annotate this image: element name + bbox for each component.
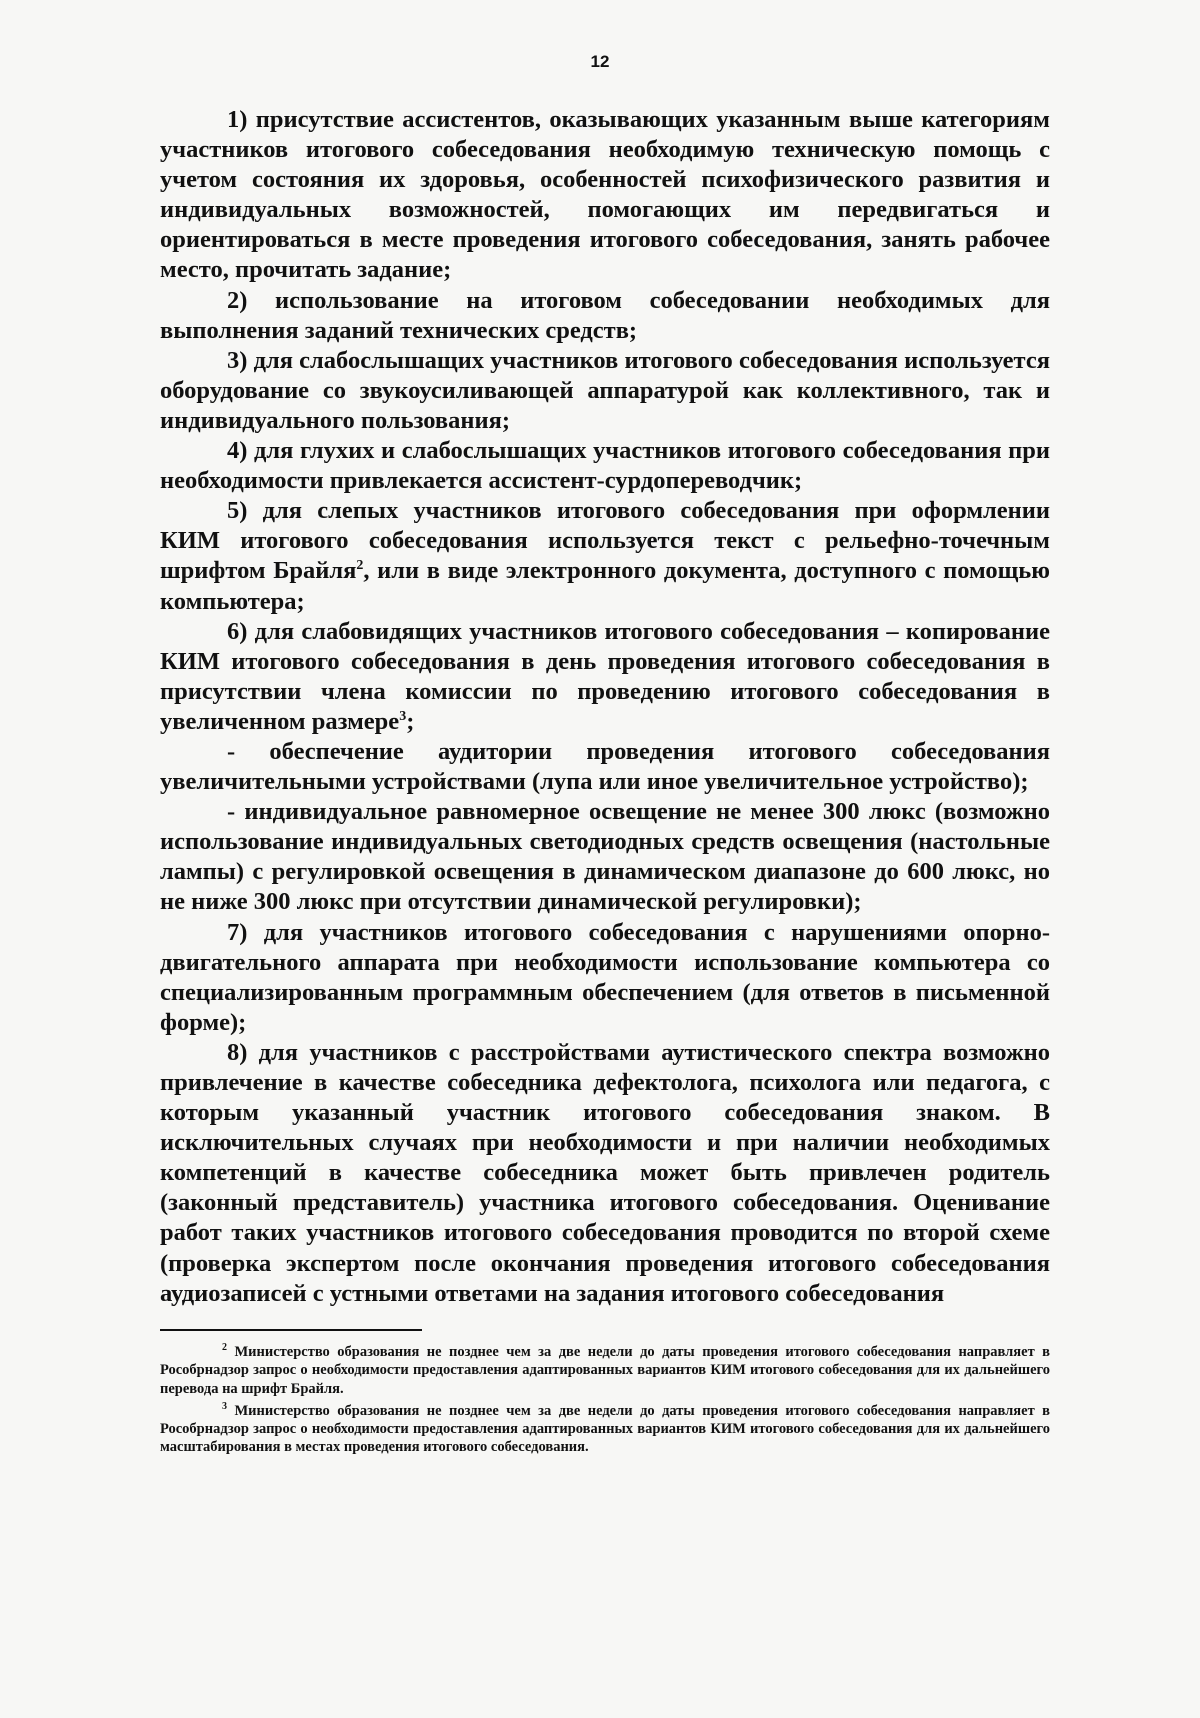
paragraph-item-6-text: 6) для слабовидящих участников итогового собеседования – копирование КИМ итогового собеседования в день проведения итогового собеседования в присутствии члена комиссии по проведению итогового собеседования в увеличенном размере — [160, 617, 1050, 735]
paragraph-item-4: 4) для глухих и слабослышащих участников итогового собеседования при необходимости привлекается ассистент-сурдопереводчик; — [160, 437, 1050, 495]
paragraph-bullet-magnifiers: - обеспечение аудитории проведения итогового собеседования увеличительными устройствами (лупа или иное увеличительное устройство); — [160, 737, 1050, 796]
footnote-2 — [160, 1343, 1050, 1398]
footnote-3-text: Министерство образования не позднее чем за две недели до даты проведения итогового собеседования направляет в Рособрнадзор запрос о необходимости предоставления адаптированных вариантов КИМ итогового собеседования для их дальнейшего масштабирования в местах проведения итогового собеседования. — [160, 1402, 1050, 1456]
main-text — [160, 105, 1050, 1309]
paragraph-item-1: 1) присутствие ассистентов, оказывающих указанным выше категориям участников итогового собеседования необходимую техническую помощь с учетом состояния их здоровья, особенностей психофизического развития и индивидуальных возможностей, помогающих им передвигаться и ориентироваться в месте проведения итогового собеседования, занять рабочее место, прочитать задание; — [160, 106, 1050, 284]
footnote-marker-2: 2 — [222, 1342, 227, 1354]
paragraph-item-7: 7) для участников итогового собеседования с нарушениями опорно-двигательного аппарата при необходимости использование компьютера со специализированным программным обеспечением (для ответов в письменной форме); — [160, 918, 1050, 1036]
footnote-divider — [160, 1329, 422, 1331]
footnote-3 — [160, 1402, 1050, 1457]
footnote-ref-2[interactable]: 2 — [356, 558, 364, 574]
paragraph-bullet-lighting: - индивидуальное равномерное освещение не менее 300 люкс (возможно использование индивидуальных светодиодных средств освещения (настольные лампы) с регулировкой освещения в динамическом диапазоне до 600 люкс, но не ниже 300 люкс при отсутствии динамической регулировки); — [160, 798, 1050, 916]
paragraph-item-6 — [160, 617, 1050, 737]
page-number: 12 — [590, 52, 610, 71]
paragraph-item-5 — [160, 496, 1050, 616]
paragraph-item-3: 3) для слабослышащих участников итогового собеседования используется оборудование со звукоусиливающей аппаратурой как коллективного, так и индивидуального пользования; — [160, 346, 1050, 434]
footnote-2-text: Министерство образования не позднее чем за две недели до даты проведения итогового собеседования направляет в Рособрнадзор запрос о необходимости предоставления адаптированных вариантов КИМ итогового собеседования для их дальнейшего перевода на шрифт Брайля. — [160, 1344, 1050, 1397]
footnotes — [160, 1343, 1050, 1461]
paragraph-item-2: 2) использование на итоговом собеседовании необходимых для выполнения заданий технических средств; — [160, 286, 1050, 344]
paragraph-item-6-tail: ; — [406, 707, 415, 735]
paragraph-item-5-text: 5) для слепых участников итогового собеседования при оформлении КИМ итогового собеседования используется текст с рельефно-точечным шрифтом Брайля — [160, 497, 1050, 585]
footnote-ref-3[interactable]: 3 — [399, 708, 407, 724]
paragraph-item-8: 8) для участников с расстройствами аутистического спектра возможно привлечение в качестве собеседника дефектолога, психолога или педагога, с которым указанный участник итогового собеседования знаком. В исключительных случаях при необходимости и при наличии необходимых компетенций в качестве собеседника может быть привлечен родитель (законный представитель) участника итогового собеседования. Оценивание работ таких участников итогового собеседования проводится по второй схеме (проверка экспертом после окончания проведения итогового собеседования аудиозаписей с устными ответами на задания итогового собеседования — [160, 1038, 1050, 1307]
footnote-marker-3: 3 — [222, 1401, 227, 1413]
paragraph-item-5-tail: , или в виде электронного документа, доступного с помощью компьютера; — [160, 557, 1050, 615]
